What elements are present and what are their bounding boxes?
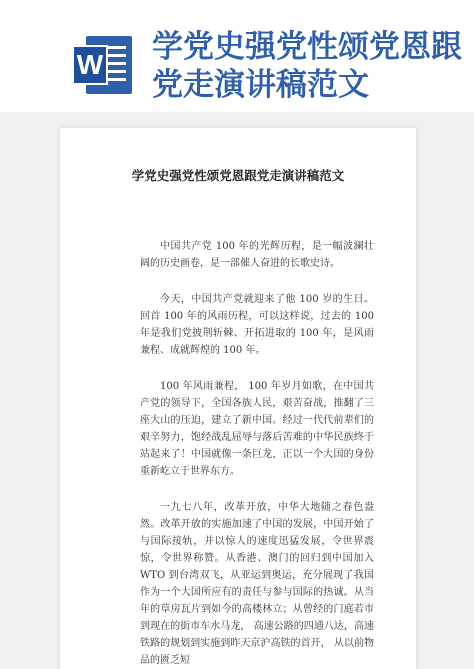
document-title: 学党史强党性颂党恩跟党走演讲稿范文 <box>131 168 345 183</box>
document-paragraph: 今天，中国共产党就迎来了他 100 岁的生日。回首 100 年的风雨历程，可以这样说，过去的 100 年是我们党披荆斩棘、开拓进取的 100 年，是风雨兼程、成就辉煌的 100 年。 <box>140 294 374 356</box>
banner-header <box>0 0 474 112</box>
document-paragraph: 一九七八年，改革开放，中华大地随之春色盎然。改革开放的实施加速了中国的发展，中国开始了与国际接轨，并以惊人的速度迅猛发展，令世界震惊，令世界称赞。从香港、澳门的回归到中国加入 WTO 到台湾双飞，从亚运到奥运，充分展现了我国作为一个大国所应有的责任与参与国际的热诚。从当年的草房瓦片到如今的高楼林立；从曾经的门庭若市到现在的街市车水马龙， 高速公路的四通八达，高速铁路的规划到实施到昨天京沪高铁的首开， 从以前物品的匮乏短 <box>140 502 374 666</box>
document-paragraph: 中国共产党 100 年的光辉历程，是一幅波澜壮阔的历史画卷，是一部催人奋进的长歌史诗。 <box>140 241 374 269</box>
word-logo-badge: W <box>72 45 108 85</box>
document-paragraph: 100 年风雨兼程， 100 年岁月如歌，在中国共产党的领导下，全国各族人民，艰苦奋战，推翻了三座大山的压迫，建立了新中国。经过一代代前辈们的艰辛努力，饱经战乱屈辱与落后苦难的中华民族终于站起来了！中国就像一条巨龙，正以一个大国的身份重新屹立于世界东方。 <box>140 381 374 477</box>
document-body <box>140 238 374 669</box>
document-page <box>60 128 416 669</box>
banner-title: 学党史强党性颂党恩跟党走演讲稿范文 <box>152 29 462 103</box>
word-document-icon <box>72 36 134 94</box>
